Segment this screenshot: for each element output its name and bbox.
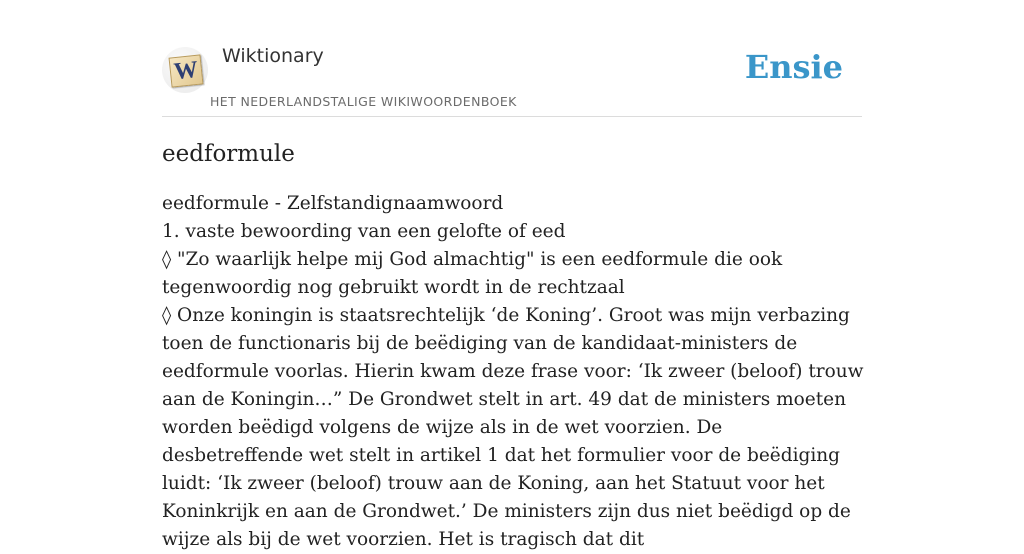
ensie-brand-link[interactable]: Ensie — [744, 48, 843, 86]
example-sentence: ◊ Onze koningin is staatsrechtelijk ‘de Koning’. Groot was mijn verbazing toen de functionaris bij de beëdiging van de kandidaat-ministers de eedformule voorlas. Hierin kwam deze frase voor: ‘Ik zweer (beloof) trouw aan de Koningin…” De Grondwet stelt in art. 49 dat de ministers moeten worden beëdigd volgens de wijze als in de wet voorzien. De desbetreffende wet stelt in artikel 1 dat het formulier voor de beëdiging luidt: ‘Ik zweer (beloof) trouw aan de Koning, aan het Statuut voor het Koninkrijk en aan de Grondwet.’ De ministers zijn dus niet beëdigd op de wijze als bij de wet voorzien. Het is tragisch dat dit — [162, 305, 864, 550]
word-type: eedformule - Zelfstandignaamwoord — [162, 193, 504, 214]
entry-body — [162, 190, 864, 554]
entry-title: eedformule — [162, 141, 295, 167]
site-header — [162, 44, 862, 117]
entry-content — [162, 138, 864, 554]
wiktionary-logo[interactable] — [162, 47, 208, 93]
site-tagline: HET NEDERLANDSTALIGE WIKIWOORDENBOEK — [210, 94, 517, 109]
site-name[interactable]: Wiktionary — [222, 45, 324, 67]
logo-letter-tile: W — [169, 54, 204, 87]
example-sentence: ◊ "Zo waarlijk helpe mij God almachtig" is een eedformule die ook tegenwoordig nog gebruikt wordt in de rechtzaal — [162, 249, 783, 298]
definition: 1. vaste bewoording van een gelofte of eed — [162, 221, 566, 242]
